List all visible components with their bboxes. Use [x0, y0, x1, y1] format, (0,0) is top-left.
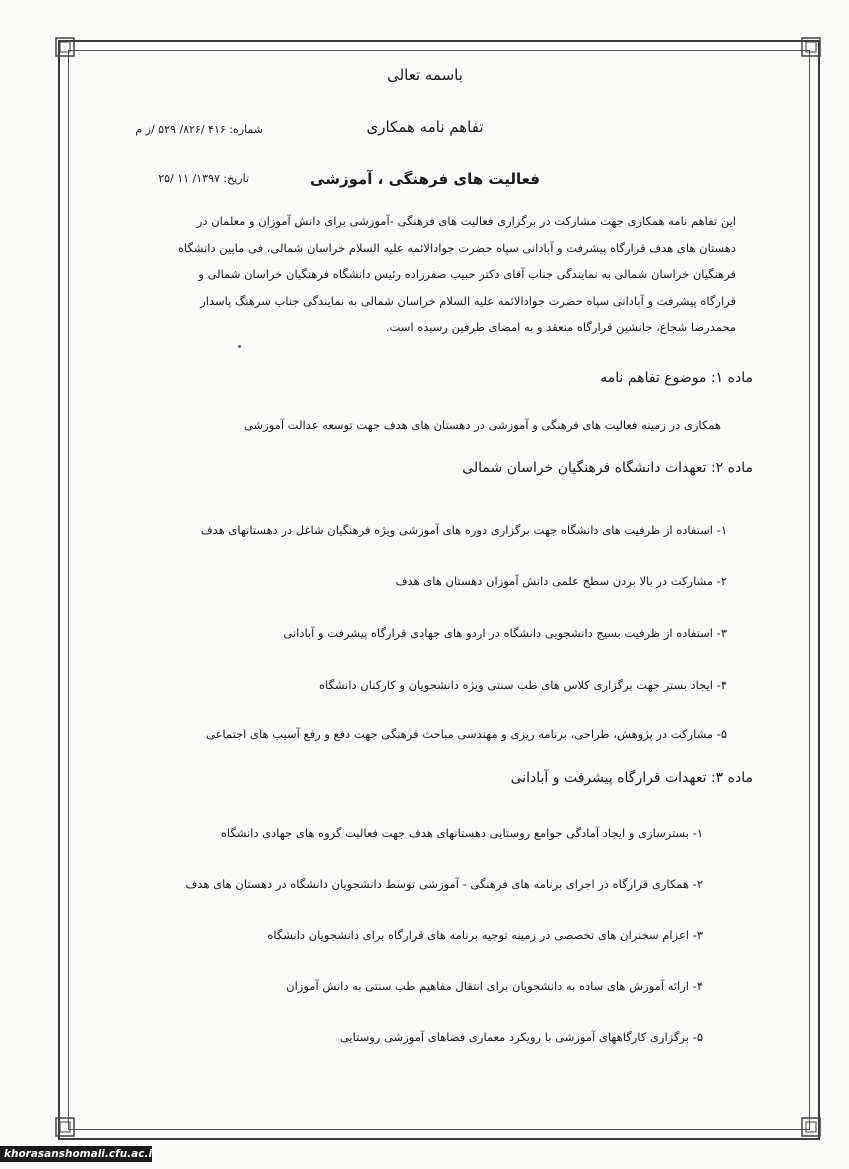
reference-number	[135, 123, 263, 136]
number-value: ۴۱۶ /۸۲۶/ ۵۲۹ /ز م	[135, 123, 226, 136]
article-3-item: ۲- همکاری قرارگاه در اجرای برنامه های فرهنگی - آموزشی توسط دانشجویان دانشگاه در دهستان های هدف	[185, 877, 703, 891]
basmala-heading: باسمه تعالی	[387, 66, 463, 84]
intro-line: دهستان های هدف قرارگاه پیشرفت و آبادانی سپاه حضرت جوادالائمه علیه السلام خراسان شمالی، فی مابین دانشگاه	[177, 240, 736, 255]
article-1-heading: ماده ۱: موضوع تفاهم نامه	[600, 370, 753, 386]
corner-ornament-icon	[54, 1116, 76, 1138]
source-url-strip: khorasanshomali.cfu.ac.ir	[0, 1146, 152, 1162]
intro-line: قرارگاه پیشرفت و آبادانی سپاه حضرت جوادالائمه علیه السلام خراسان شمالی به نمایندگی جناب سرهنگ پاسدار	[200, 293, 736, 308]
date-value: ۱۳۹۷/ ۱۱ /۲۵	[158, 172, 220, 185]
article-3-item: ۴- ارائه آموزش های ساده به دانشجویان برای انتقال مفاهیم طب سنتی به دانش آموزان	[286, 979, 703, 993]
article-2-item: ۴- ایجاد بستر جهت برگزاری کلاس های طب سنتی ویژه دانشجویان و کارکنان دانشگاه	[319, 678, 727, 692]
corner-ornament-icon	[800, 1116, 822, 1138]
intro-line: محمدرضا شجاع، جانشین قرارگاه منعقد و به امضای طرفین رسیده است.	[385, 320, 736, 334]
intro-line: فرهنگیان خراسان شمالی به نمایندگی جناب آقای دکتر حبیب صفرزاده رئیس دانشگاه فرهنگیان خراسان شمالی و	[198, 267, 736, 281]
date-label: تاریخ:	[223, 172, 249, 185]
number-label: شماره:	[229, 123, 263, 136]
article-2-item: ۳- استفاده از ظرفیت بسیج دانشجویی دانشگاه در اردو های جهادی قرارگاه پیشرفت و آبادانی	[283, 626, 727, 640]
corner-ornament-icon	[800, 36, 822, 58]
article-2-item: ۵- مشارکت در پژوهش، طراحی، برنامه ریزی و مهندسی مباحث فرهنگی جهت دفع و رفع آسیب های اجتماعی	[205, 727, 727, 741]
article-2-item: ۲- مشارکت در بالا بردن سطح علمی دانش آموزان دهستان های هدف	[395, 574, 727, 588]
document-title: تفاهم نامه همکاری	[366, 118, 484, 136]
article-3-item: ۱- بسترسازی و ایجاد آمادگی جوامع روستایی دهستانهای هدف جهت فعالیت گروه های جهادی دانشگاه	[220, 826, 703, 840]
document-subtitle: فعالیت های فرهنگی ، آموزشی	[310, 170, 540, 188]
scan-speck	[238, 345, 241, 348]
article-3-heading: ماده ۳: تعهدات قرارگاه پیشرفت و آبادانی	[510, 770, 753, 786]
article-2-heading: ماده ۲: تعهدات دانشگاه فرهنگیان خراسان شمالی	[462, 460, 753, 476]
article-1-body: همکاری در زمینه فعالیت های فرهنگی و آموزشی در دهستان های هدف جهت توسعه عدالت آموزشی	[243, 418, 721, 432]
intro-line: این تفاهم نامه همکاری جهت مشارکت در برگزاری فعالیت های فرهنگی -آموزشی برای دانش آموزان و معلمان در	[196, 214, 736, 228]
intro-paragraph	[106, 208, 736, 341]
article-2-item: ۱- استفاده از ظرفیت های دانشگاه جهت برگزاری دوره های آموزشی ویژه فرهنگیان شاغل در دهستانهای هدف	[200, 523, 727, 537]
article-3-item: ۳- اعزام سخنران های تخصصی در زمینه توجیه برنامه های قرارگاه برای دانشجویان دانشگاه	[267, 928, 703, 942]
document-date	[158, 172, 249, 185]
corner-ornament-icon	[54, 36, 76, 58]
article-3-item: ۵- برگزاری کارگاههای آموزشی با رویکرد معماری فضاهای آموزشی روستایی	[339, 1030, 703, 1044]
